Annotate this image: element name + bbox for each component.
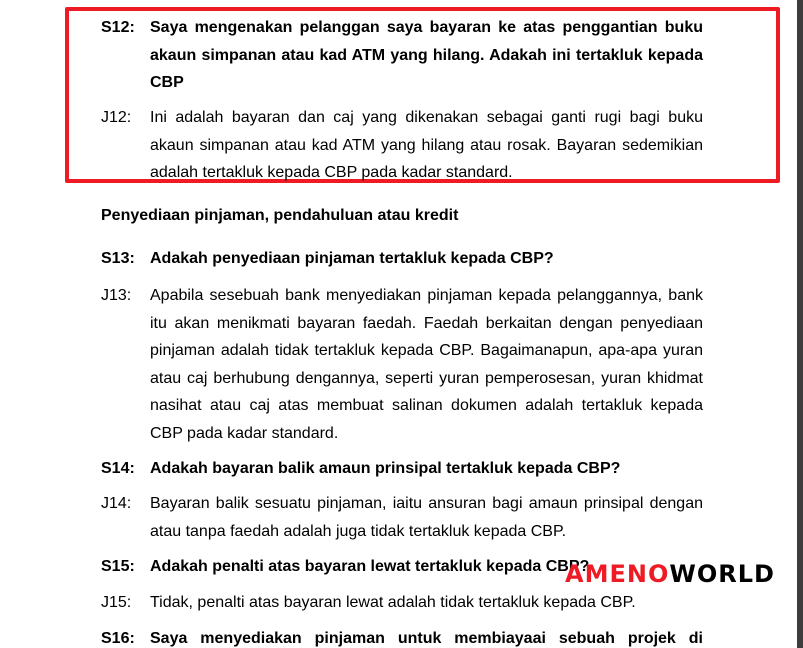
watermark-part1: AMENO <box>565 560 670 588</box>
answer-text: Tidak, penalti atas bayaran lewat adalah tidak tertakluk kepada CBP. <box>150 594 636 611</box>
answer-label: J13: <box>101 287 132 304</box>
watermark-part2: WORLD <box>669 560 775 588</box>
answer-label: J15: <box>101 594 132 611</box>
page-shadow <box>797 0 803 648</box>
answer-text: Ini adalah bayaran dan caj yang dikenakan sebagai ganti rugi bagi buku akaun simpanan atau kad ATM yang hilang atau rosak. Bayaran sedemikian adalah tertakluk kepada CBP pada kadar standard. <box>150 109 703 181</box>
question-text: Saya mengenakan pelanggan saya bayaran ke atas penggantian buku akaun simpanan atau kad ATM yang hilang. Adakah ini tertakluk kepada CBP <box>150 19 703 91</box>
answer-label: J14: <box>101 495 132 512</box>
question-label: S16: <box>101 630 135 647</box>
question-text: Saya menyediakan pinjaman untuk membiayaai sebuah projek di <box>150 630 703 647</box>
answer-text: Apabila sesebuah bank menyediakan pinjaman kepada pelanggannya, bank itu akan menikmati bayaran faedah. Faedah berkaitan dengan penyediaan pinjaman adalah tidak tertakluk kepada CBP. Bagaimanapun, apa-apa yuran atau caj berhubung dengannya, seperti yuran pemperosesan, yuran khidmat nasihat atau caj atas membuat salinan dokumen adalah tertakluk kepada CBP pada kadar standard. <box>150 287 703 442</box>
section-heading-text: Penyediaan pinjaman, pendahuluan atau kredit <box>101 207 459 224</box>
question-label: S12: <box>101 19 135 36</box>
question-text: Adakah penyediaan pinjaman tertakluk kepada CBP? <box>150 250 554 267</box>
question-text: Adakah penalti atas bayaran lewat tertakluk kepada CBP? <box>150 558 590 575</box>
answer-text: Bayaran balik sesuatu pinjaman, iaitu ansuran bagi amaun prinsipal dengan atau tanpa faedah adalah juga tidak tertakluk kepada CBP. <box>150 495 703 540</box>
answer-label: J12: <box>101 109 132 126</box>
question-text: Adakah bayaran balik amaun prinsipal tertakluk kepada CBP? <box>150 460 621 477</box>
watermark-logo <box>565 560 775 588</box>
question-label: S14: <box>101 460 135 477</box>
question-label: S15: <box>101 558 135 575</box>
question-label: S13: <box>101 250 135 267</box>
